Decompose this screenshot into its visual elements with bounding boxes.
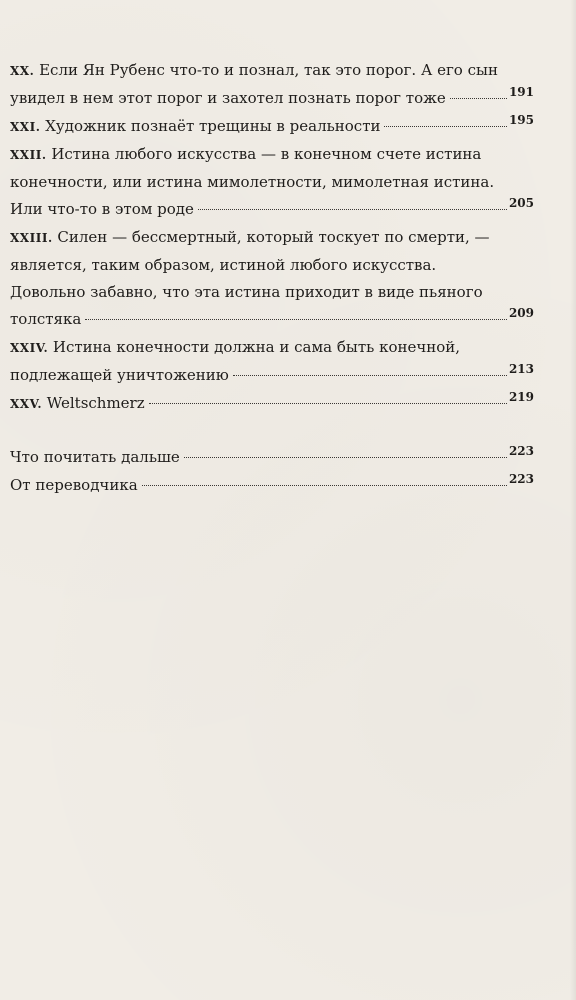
chapter-title-line: Довольно забавно, что эта истина приходит в виде пьяного [10,283,483,301]
dot-leader [384,126,506,127]
chapter-numeral: XXII. [10,148,47,162]
page-number: 205 [508,196,534,210]
dot-leader [85,319,507,320]
chapter-title-line: Истина любого искусства — в конечном счете истина [51,145,482,163]
chapter-numeral: XXIII. [10,231,53,245]
chapter-numeral: XX. [10,64,35,78]
chapter-title-line: увидел в нем этот порог и захотел познать порог тоже [10,89,446,107]
dot-leader [149,403,507,404]
toc-entry-translator-note [10,472,534,500]
chapter-title-line: Или что-то в этом роде [10,200,194,218]
chapter-title-line: является, таким образом, истиной любого искусства. [10,256,437,274]
chapter-title-line: толстяка [10,310,82,328]
toc-entry-xx [10,57,534,113]
chapter-title-line: Weltschmerz [46,394,145,412]
chapter-title-line: конечности, или истина мимолетности, мимолетная истина. [10,173,495,191]
page-number: 223 [508,444,534,458]
page-number: 195 [508,113,534,127]
extra-title: Что почитать дальше [10,448,180,466]
chapter-title-line: Художник познаёт трещины в реальности [45,117,381,135]
page-number: 209 [508,306,534,320]
chapter-title-line: Истина конечности должна и сама быть конечной, [52,338,461,356]
chapter-numeral: XXV. [10,397,43,411]
dot-leader [198,209,507,210]
page-number: 223 [508,472,534,486]
page-number: 191 [508,85,534,99]
dot-leader [450,98,507,99]
extra-title: От переводчика [10,476,138,494]
chapter-numeral: XXIV. [10,341,49,355]
page-number: 219 [508,390,534,404]
section-gap [10,418,534,444]
toc-entry-xxi [10,113,534,141]
toc-entry-xxii [10,141,534,224]
page-number: 213 [508,362,534,376]
toc-entry-xxiii [10,224,534,334]
chapter-numeral: XXI. [10,120,41,134]
dot-leader [233,375,507,376]
chapter-title-line: Силен — бессмертный, который тоскует по смерти, — [57,228,490,246]
page-edge-shadow [570,0,576,1000]
dot-leader [142,485,507,486]
toc-entry-further-reading [10,444,534,472]
dot-leader [184,457,507,458]
toc-entry-xxv [10,390,534,418]
chapter-title-line: подлежащей уничтожению [10,366,229,384]
toc-entry-xxiv [10,334,534,390]
chapter-title-line: Если Ян Рубенс что-то и познал, так это порог. А его сын [39,61,498,79]
